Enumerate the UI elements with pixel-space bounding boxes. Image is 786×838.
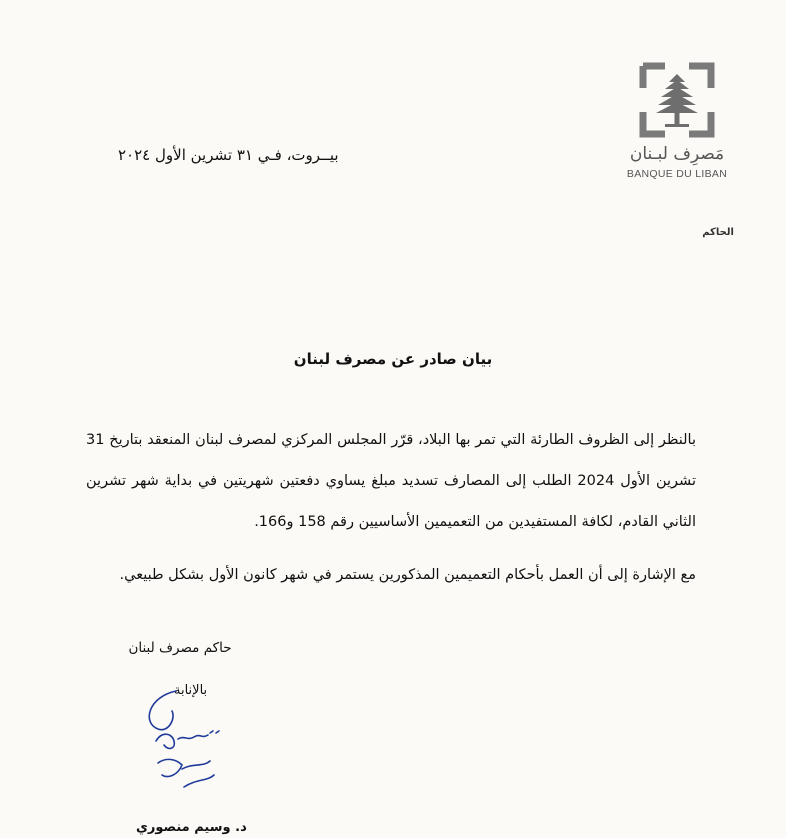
dateline: بيــروت، فـي ٣١ تشرين الأول ٢٠٢٤	[118, 146, 339, 164]
cedar-frame-icon	[635, 58, 719, 142]
signature-block	[100, 640, 260, 674]
paragraph-decision: بالنظر إلى الظروف الطارئة التي تمر بها البلاد، قرّر المجلس المركزي لمصرف لبنان المنعقد بتاريخ 31 تشرين الأول 2024 الطلب إلى المصارف تسديد مبلغ يساوي دفعتين شهريتين في بداية شهر تشرين الثاني القادم، لكافة المستفيدين من التعميمين الأساسيين رقم 158 و166.	[86, 432, 696, 530]
office-label: الحاكم	[702, 227, 734, 238]
signatory-title: حاكم مصرف لبنان	[128, 640, 232, 656]
bank-logo	[622, 58, 732, 180]
bank-name-arabic: مَصرِف لبـنان	[629, 144, 725, 164]
bank-name-latin: BANQUE DU LIBAN	[626, 168, 728, 180]
paragraph-note: مع الإشارة إلى أن العمل بأحكام التعميمين المذكورين يستمر في شهر كانون الأول بشكل طبيعي.	[119, 567, 696, 583]
signatory-name: د. وسيم منصوري	[136, 820, 247, 835]
handwritten-signature	[138, 683, 248, 801]
acting-label: بالإنابة	[174, 683, 208, 698]
statement-title: بيان صادر عن مصرف لبنان	[293, 350, 493, 368]
